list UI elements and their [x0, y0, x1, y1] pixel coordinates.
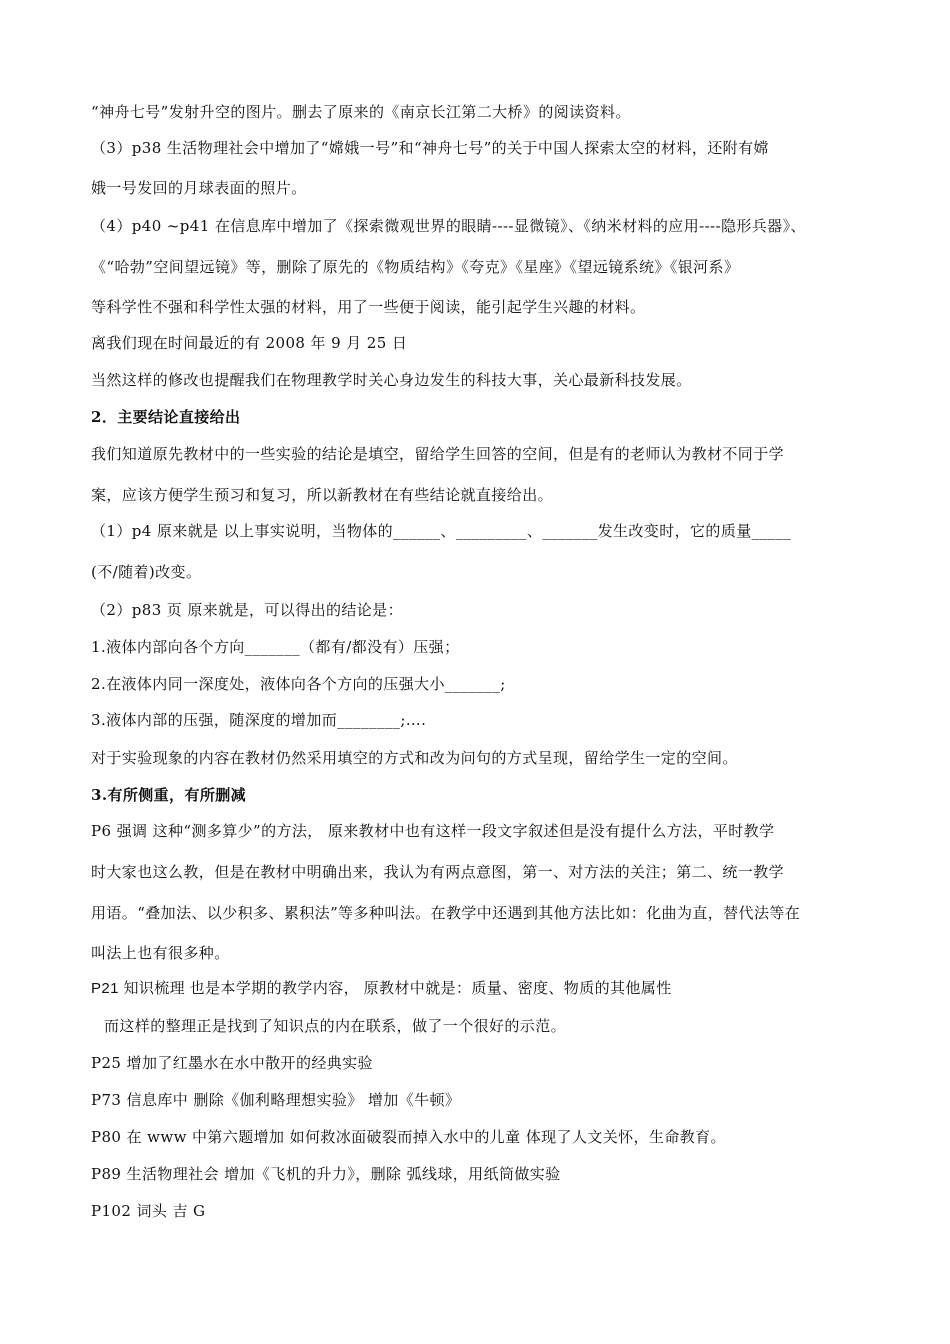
text-line: 而这样的整理正是找到了知识点的内在联系，做了一个很好的示范。 — [104, 1017, 567, 1035]
section-heading: 2．主要结论直接给出 — [91, 408, 241, 426]
text-line: 等科学性不强和科学性太强的材料，用了一些便于阅读，能引起学生兴趣的材料。 — [91, 298, 646, 316]
text-line: (不/随着)改变。 — [91, 563, 202, 581]
text-line: P102 词头 吉 G — [91, 1202, 206, 1220]
text-line: P80 在 www 中第六题增加 如何救冰面破裂而掉入水中的儿童 体现了人文关怀，生命教育。 — [91, 1128, 726, 1146]
text-line: 离我们现在时间最近的有 2008 年 9 月 25 日 — [91, 334, 408, 352]
text-line: 叫法上也有很多种。 — [91, 944, 230, 962]
text-line: P25 增加了红墨水在水中散开的经典实验 — [91, 1054, 373, 1072]
section-heading: 3.有所侧重，有所删减 — [91, 786, 247, 804]
text-line: （1）p4 原来就是 以上事实说明，当物体的______、_________、_______发生改变时，它的质量_____ — [91, 522, 792, 540]
text-line: “神舟七号”发射升空的图片。删去了原来的《南京长江第二大桥》的阅读资料。 — [91, 103, 631, 121]
text-line: 当然这样的修改也提醒我们在物理教学时关心身边发生的科技大事，关心最新科技发展。 — [91, 371, 692, 389]
text-line: P73 信息库中 删除《伽利略理想实验》 增加《牛顿》 — [91, 1091, 461, 1109]
text-line: 用语。“叠加法、以少积多、累积法”等多种叫法。在教学中还遇到其他方法比如：化曲为直，替代法等在 — [91, 904, 801, 922]
text-line: P89 生活物理社会 增加《飞机的升力》，删除 弧线球，用纸筒做实验 — [91, 1165, 561, 1183]
text-line: 我们知道原先教材中的一些实验的结论是填空，留给学生回答的空间，但是有的老师认为教材不同于学 — [91, 445, 785, 463]
text-line: P6 强调 这种“测多算少”的方法， 原来教材中也有这样一段文字叙述但是没有提什么方法，平时教学 — [91, 822, 775, 840]
text-line: P21 知识梳理 也是本学期的教学内容， 原教材中就是：质量、密度、物质的其他属性 — [91, 980, 672, 997]
text-line: 时大家也这么教，但是在教材中明确出来，我认为有两点意图，第一、对方法的关注；第二、统一教学 — [91, 863, 785, 881]
text-line: 1.液体内部向各个方向_______（都有/都没有）压强； — [91, 638, 460, 656]
text-line: （2）p83 页 原来就是，可以得出的结论是： — [91, 601, 403, 619]
text-line: 对于实验现象的内容在教材仍然采用填空的方式和改为问句的方式呈现，留给学生一定的空间。 — [91, 749, 738, 767]
text-line: （4）p40 ~p41 在信息库中增加了《探索微观世界的眼睛----显微镜》、《纳米材料的应用----隐形兵器》、 — [91, 217, 806, 235]
text-line: 案，应该方便学生预习和复习，所以新教材在有些结论就直接给出。 — [91, 486, 554, 504]
text-line: 3.液体内部的压强，随深度的增加而________;…. — [91, 711, 427, 729]
text-line: （3）p38 生活物理社会中增加了“嫦娥一号”和“神舟七号”的关于中国人探索太空的材料，还附有嫦 — [91, 139, 769, 157]
text-line: 2.在液体内同一深度处，液体向各个方向的压强大小_______; — [91, 675, 506, 693]
text-line: 娥一号发回的月球表面的照片。 — [91, 179, 307, 197]
text-line: 《“哈勃”空间望远镜》等，删除了原先的《物质结构》《夸克》《星座》《望远镜系统》《银河系》 — [91, 258, 740, 276]
